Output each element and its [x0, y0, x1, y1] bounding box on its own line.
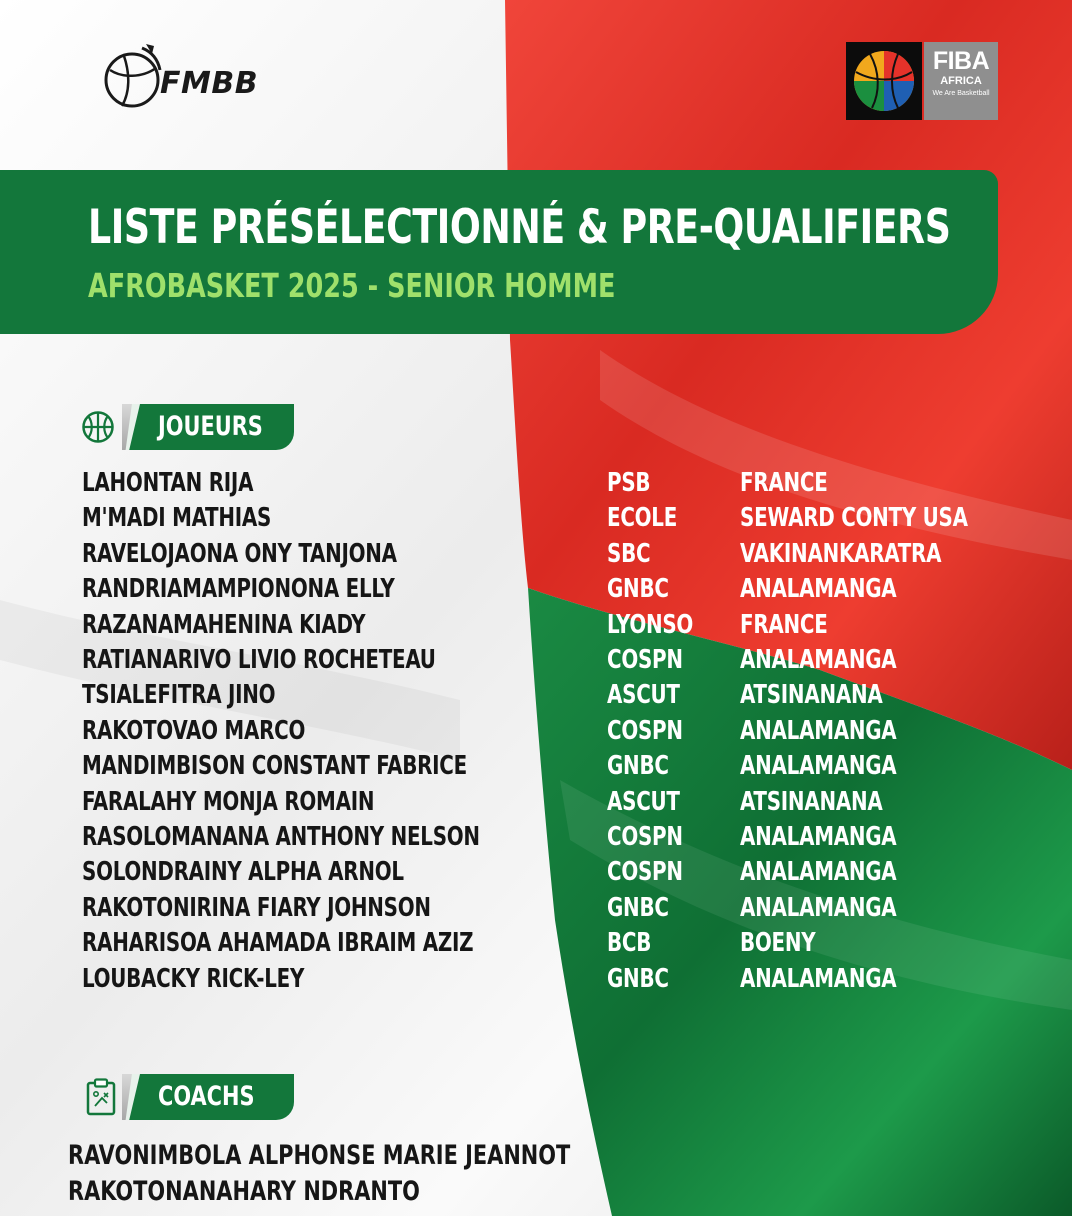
list-item: [0, 822, 1072, 858]
player-region: ATSINANANA: [740, 680, 883, 711]
page-title: LISTE PRÉSÉLECTIONNÉ & PRE-QUALIFIERS: [88, 200, 951, 255]
player-region: ANALAMANGA: [740, 715, 897, 746]
list-item: [0, 964, 1072, 1000]
player-name: RAZANAMAHENINA KIADY: [82, 609, 366, 640]
fiba-ball-icon: [846, 42, 922, 120]
list-item: [0, 610, 1072, 646]
fiba-tagline: We Are Basketball: [932, 90, 990, 97]
coach-name: RAKOTONANAHARY NDRANTO: [68, 1176, 420, 1207]
player-region: FRANCE: [740, 609, 828, 640]
player-region: VAKINANKARATRA: [740, 538, 942, 569]
list-item: [0, 503, 1072, 539]
player-region: ATSINANANA: [740, 786, 883, 817]
player-region: SEWARD CONTY USA: [740, 503, 968, 534]
player-region: FRANCE: [740, 468, 828, 498]
list-item: [0, 787, 1072, 823]
player-club: COSPN: [607, 822, 683, 852]
player-club: ECOLE: [607, 503, 678, 534]
list-item: [0, 539, 1072, 575]
players-section-header: [122, 404, 294, 450]
player-region: ANALAMANGA: [740, 857, 897, 888]
player-name: M'MADI MATHIAS: [82, 503, 272, 534]
player-name: LOUBACKY RICK-LEY: [82, 963, 305, 994]
player-club: COSPN: [607, 857, 683, 888]
list-item: [0, 893, 1072, 929]
player-club: GNBC: [607, 751, 669, 782]
coaches-list: [68, 1138, 652, 1210]
player-region: ANALAMANGA: [740, 751, 897, 782]
player-name: RATIANARIVO LIVIO ROCHETEAU: [82, 645, 436, 675]
player-name: SOLONDRAINY ALPHA ARNOL: [82, 857, 404, 888]
player-name: RASOLOMANANA ANTHONY NELSON: [82, 822, 480, 852]
player-region: BOENY: [740, 928, 816, 959]
basketball-player-icon: [102, 40, 162, 118]
list-item: [0, 574, 1072, 610]
fiba-wordmark: [924, 42, 998, 120]
player-name: MANDIMBISON CONSTANT FABRICE: [82, 751, 467, 782]
player-name: RAHARISOA AHAMADA IBRAIM AZIZ: [82, 928, 474, 959]
fiba-name: FIBA: [932, 47, 990, 75]
player-name: RAVELOJAONA ONY TANJONA: [82, 538, 397, 569]
player-club: ASCUT: [607, 680, 680, 711]
fiba-region: AFRICA: [940, 75, 982, 87]
player-name: FARALAHY MONJA ROMAIN: [82, 786, 375, 817]
player-region: ANALAMANGA: [740, 892, 897, 923]
list-item: [0, 857, 1072, 893]
players-section-label: JOUEURS: [158, 411, 263, 442]
player-club: PSB: [607, 468, 651, 498]
coaches-section-header: [122, 1074, 294, 1120]
player-club: BCB: [607, 928, 652, 959]
player-club: ASCUT: [607, 786, 680, 817]
player-name: LAHONTAN RIJA: [82, 468, 254, 498]
player-club: COSPN: [607, 715, 683, 746]
player-region: ANALAMANGA: [740, 822, 897, 852]
player-region: ANALAMANGA: [740, 963, 897, 994]
player-region: ANALAMANGA: [740, 645, 897, 675]
player-club: GNBC: [607, 892, 669, 923]
coaches-section-label: COACHS: [158, 1081, 255, 1112]
list-item: [0, 751, 1072, 787]
player-club: GNBC: [607, 963, 669, 994]
player-name: RANDRIAMAMPIONONA ELLY: [82, 574, 395, 605]
list-item: [0, 468, 1072, 504]
clipboard-icon: [86, 1078, 116, 1120]
player-region: ANALAMANGA: [740, 574, 897, 605]
fmbb-logo: [102, 40, 282, 118]
player-name: RAKOTOVAO MARCO: [82, 715, 306, 746]
list-item: [0, 716, 1072, 752]
player-name: TSIALEFITRA JINO: [82, 680, 276, 711]
list-item: [0, 928, 1072, 964]
fmbb-logo-text: FMBB: [160, 66, 259, 101]
page-subtitle: AFROBASKET 2025 - SENIOR HOMME: [88, 266, 616, 305]
fiba-africa-logo: [846, 42, 998, 120]
basketball-icon: [81, 410, 115, 448]
player-name: RAKOTONIRINA FIARY JOHNSON: [82, 892, 431, 923]
player-club: COSPN: [607, 645, 683, 675]
player-club: SBC: [607, 538, 651, 569]
coach-name: RAVONIMBOLA ALPHONSE MARIE JEANNOT: [68, 1140, 571, 1171]
player-club: LYONSO: [607, 609, 694, 640]
player-club: GNBC: [607, 574, 669, 605]
list-item: [0, 645, 1072, 681]
list-item: [0, 680, 1072, 716]
